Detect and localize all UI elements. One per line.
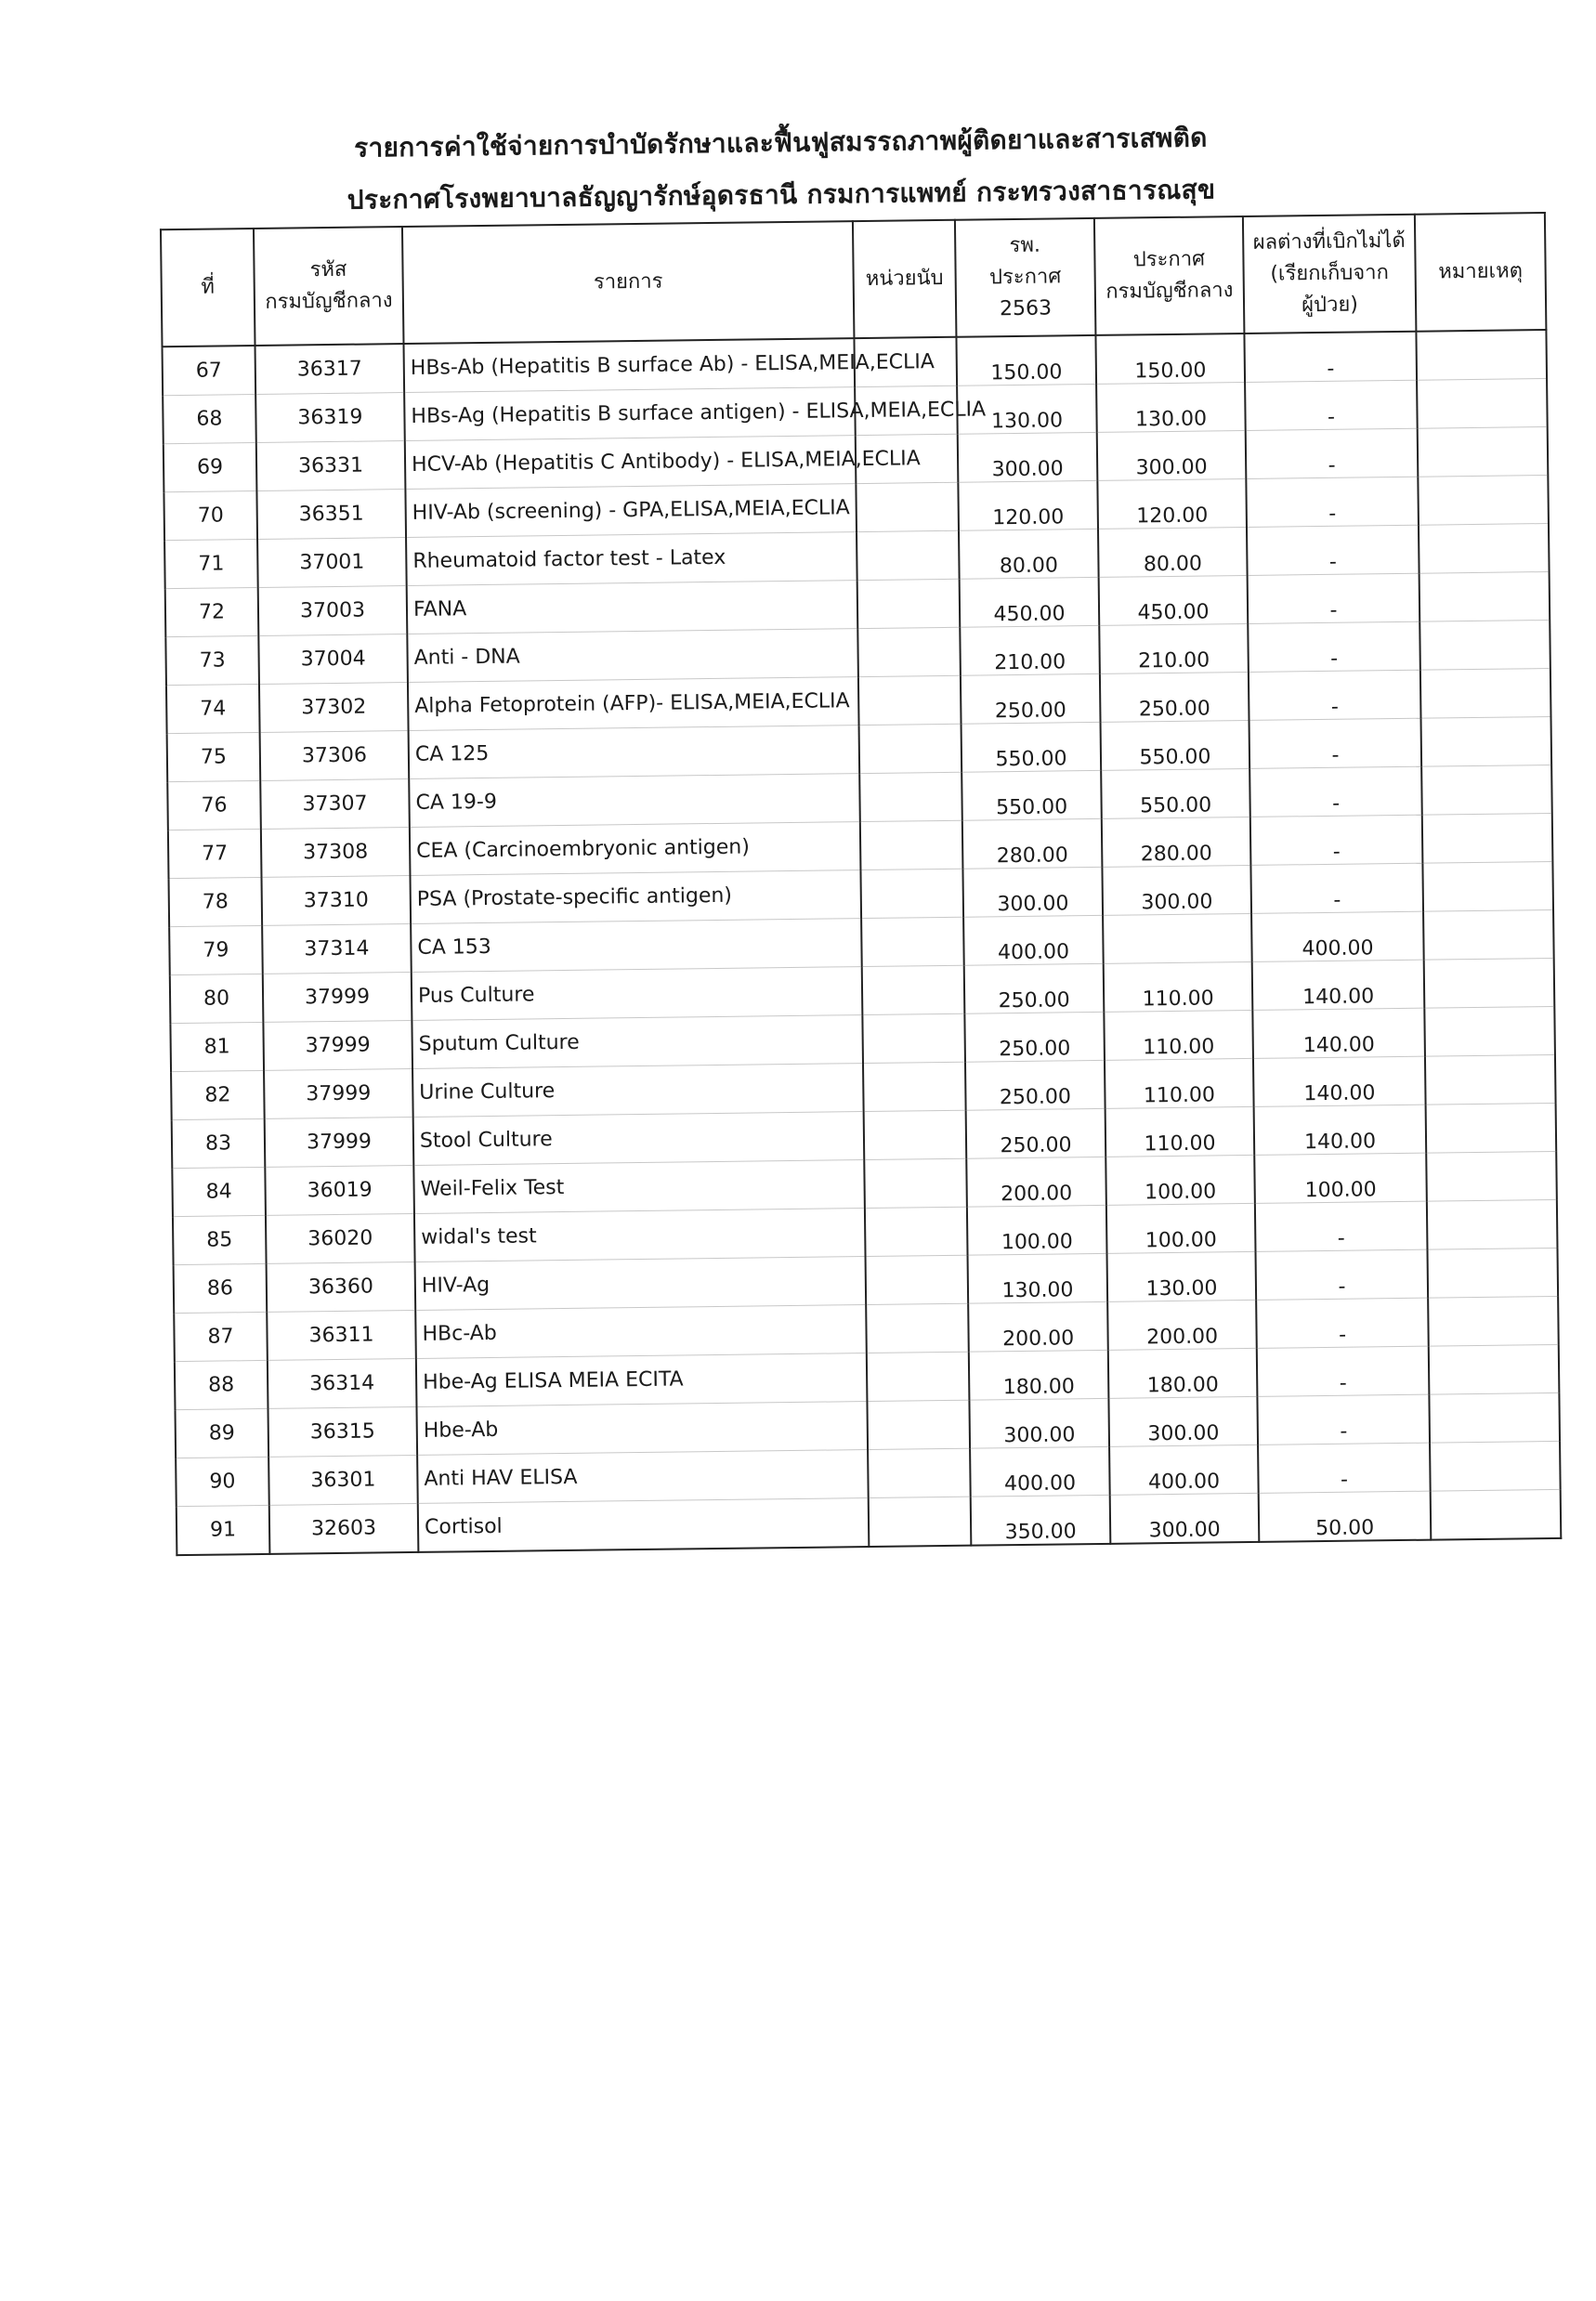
cell-difference: - <box>1249 718 1422 768</box>
cell-code: 36315 <box>268 1406 417 1457</box>
cell-code: 36020 <box>266 1213 415 1263</box>
cell-hospital-price: 350.00 <box>971 1495 1111 1545</box>
cell-note <box>1422 813 1553 863</box>
cell-item: PSA (Prostate-specific antigen) <box>410 870 861 924</box>
cell-no: 74 <box>166 684 260 733</box>
cell-no: 70 <box>164 490 257 540</box>
header-difference: ผลต่างที่เบิกไม่ได้ (เรียกเก็บจาก ผู้ป่วย) <box>1243 215 1417 333</box>
cell-code: 36319 <box>255 393 405 443</box>
cell-difference: - <box>1256 1298 1429 1348</box>
cell-no: 68 <box>163 394 256 443</box>
cell-note <box>1425 1054 1556 1105</box>
header-note: หมายเหตุ <box>1415 213 1547 332</box>
cell-unit <box>857 627 961 676</box>
cell-difference: - <box>1250 815 1423 865</box>
cell-difference: - <box>1245 380 1418 430</box>
cell-code: 37999 <box>263 972 412 1022</box>
cell-note <box>1427 1248 1558 1298</box>
cell-difference: 400.00 <box>1251 911 1424 961</box>
cell-hospital-price: 280.00 <box>962 818 1103 869</box>
cell-item: Hbe-Ab <box>416 1402 868 1456</box>
cell-unit <box>857 579 961 628</box>
header-code: รหัส กรมบัญชีกลาง <box>254 227 404 346</box>
cell-note <box>1419 620 1550 670</box>
cell-cgd-price: 180.00 <box>1108 1348 1258 1398</box>
cell-cgd-price: 200.00 <box>1107 1300 1257 1350</box>
cell-cgd-price: 100.00 <box>1106 1203 1256 1253</box>
cell-difference: 50.00 <box>1259 1491 1432 1542</box>
cell-difference: - <box>1249 766 1422 817</box>
cell-hospital-price: 250.00 <box>965 1060 1105 1110</box>
cell-cgd-price: 400.00 <box>1109 1445 1259 1495</box>
cell-note <box>1419 571 1550 621</box>
cell-no: 87 <box>174 1312 268 1361</box>
cell-hospital-price: 130.00 <box>957 384 1097 434</box>
cell-code: 37308 <box>261 827 411 877</box>
document-title-line-1: รายการค่าใช้จ่ายการบำบัดรักษาและฟื้นฟูสมรรถภาพผู้ติดยาและสารเสพติด <box>353 122 1208 163</box>
cell-difference: 140.00 <box>1252 960 1425 1010</box>
cell-difference: - <box>1244 332 1417 383</box>
cell-no: 75 <box>167 732 261 781</box>
cell-difference: 140.00 <box>1254 1105 1427 1155</box>
cell-unit <box>866 1255 969 1304</box>
cell-item: CA 153 <box>411 919 862 973</box>
cell-cgd-price: 550.00 <box>1101 768 1250 818</box>
cell-cgd-price: 300.00 <box>1097 430 1247 480</box>
cell-difference: 100.00 <box>1254 1153 1427 1203</box>
cell-code: 36351 <box>256 490 406 540</box>
cell-no: 82 <box>171 1070 265 1119</box>
cell-unit <box>864 1158 967 1208</box>
cell-item: Alpha Fetoprotein (AFP)- ELISA,MEIA,ECLIA <box>408 677 859 731</box>
cell-hospital-price: 120.00 <box>958 480 1098 530</box>
cell-cgd-price: 80.00 <box>1098 527 1248 577</box>
cell-hospital-price: 200.00 <box>968 1301 1108 1352</box>
cell-note <box>1417 379 1548 429</box>
cell-unit <box>865 1207 968 1256</box>
cell-no: 81 <box>170 1022 264 1071</box>
cell-note <box>1427 1199 1558 1249</box>
cell-hospital-price: 400.00 <box>970 1446 1110 1497</box>
cell-cgd-price: 130.00 <box>1107 1251 1257 1301</box>
cell-hospital-price: 150.00 <box>956 335 1096 386</box>
cell-note <box>1426 1151 1557 1201</box>
cell-unit <box>863 1062 966 1111</box>
cell-hospital-price: 300.00 <box>962 867 1103 917</box>
cell-code: 37004 <box>258 634 408 685</box>
cell-difference: - <box>1249 670 1421 720</box>
cell-code: 37307 <box>260 779 410 830</box>
cell-code: 36331 <box>256 441 406 491</box>
cell-item: Rheumatoid factor test - Latex <box>406 532 857 586</box>
cell-code: 36311 <box>267 1310 416 1360</box>
cell-item: HCV-Ab (Hepatitis C Antibody) - ELISA,MEIA,ECLIA <box>405 436 857 490</box>
cell-code: 36360 <box>267 1262 416 1312</box>
cell-unit <box>864 1110 967 1159</box>
cell-note <box>1428 1296 1559 1346</box>
cell-no: 76 <box>167 780 261 830</box>
cell-hospital-price: 450.00 <box>960 577 1100 627</box>
cell-no: 85 <box>173 1215 267 1264</box>
cell-code: 37314 <box>262 923 412 974</box>
cell-cgd-price: 110.00 <box>1105 1058 1254 1108</box>
cell-item: Sputum Culture <box>412 1015 863 1069</box>
cell-code: 32603 <box>269 1503 419 1553</box>
price-table <box>160 212 1562 1556</box>
cell-item: Anti HAV ELISA <box>417 1450 869 1504</box>
cell-difference: - <box>1250 863 1423 913</box>
cell-note <box>1429 1392 1560 1443</box>
cell-cgd-price <box>1103 913 1252 963</box>
cell-unit <box>867 1352 970 1401</box>
cell-note <box>1418 427 1549 477</box>
cell-item: Stool Culture <box>413 1112 865 1166</box>
cell-cgd-price: 130.00 <box>1096 382 1246 432</box>
cell-note <box>1424 1006 1555 1056</box>
cell-unit <box>866 1303 969 1353</box>
cell-no: 88 <box>175 1360 268 1409</box>
cell-cgd-price: 450.00 <box>1099 575 1249 625</box>
cell-code: 37999 <box>264 1068 413 1118</box>
cell-item: HBs-Ab (Hepatitis B surface Ab) - ELISA,MEIA,ECLIA <box>403 338 855 392</box>
cell-code: 37003 <box>258 586 408 636</box>
cell-hospital-price: 550.00 <box>962 722 1102 772</box>
header-cgd-price: ประกาศ กรมบัญชีกลาง <box>1094 216 1245 335</box>
cell-no: 84 <box>172 1167 266 1216</box>
cell-note <box>1430 1441 1561 1491</box>
cell-note <box>1419 523 1550 573</box>
cell-difference: - <box>1247 525 1419 575</box>
cell-difference: - <box>1248 573 1420 623</box>
cell-difference: - <box>1246 428 1419 478</box>
cell-hospital-price: 250.00 <box>961 673 1101 724</box>
cell-item: widal's test <box>414 1209 866 1262</box>
cell-item: CEA (Carcinoembryonic antigen) <box>410 822 861 876</box>
cell-unit <box>862 1013 965 1063</box>
cell-note <box>1426 1103 1557 1153</box>
cell-code: 37306 <box>260 731 410 781</box>
cell-note <box>1416 330 1547 380</box>
header-unit: หน่วยนับ <box>853 220 957 338</box>
cell-no: 90 <box>176 1457 269 1506</box>
cell-unit <box>861 917 964 966</box>
cell-cgd-price: 110.00 <box>1104 1010 1253 1060</box>
cell-hospital-price: 210.00 <box>960 625 1100 675</box>
cell-difference: - <box>1257 1394 1430 1445</box>
cell-no: 67 <box>163 346 256 396</box>
cell-code: 37302 <box>259 683 409 733</box>
cell-no: 72 <box>165 587 259 636</box>
cell-cgd-price: 150.00 <box>1095 333 1245 384</box>
cell-item: Pus Culture <box>412 967 863 1021</box>
cell-no: 86 <box>174 1263 268 1313</box>
cell-code: 37999 <box>263 1020 412 1070</box>
cell-difference: - <box>1246 477 1419 527</box>
cell-item: HBc-Ab <box>415 1305 867 1359</box>
cell-hospital-price: 250.00 <box>966 1108 1106 1158</box>
cell-no: 69 <box>164 442 257 491</box>
cell-no: 89 <box>175 1408 268 1458</box>
cell-unit <box>859 724 962 773</box>
cell-item: Hbe-Ag ELISA MEIA ECITA <box>416 1353 868 1407</box>
cell-item: HIV-Ab (screening) - GPA,ELISA,MEIA,ECLIA <box>405 484 857 538</box>
cell-no: 80 <box>170 974 264 1023</box>
cell-difference: - <box>1256 1249 1429 1300</box>
cell-cgd-price: 110.00 <box>1104 961 1253 1012</box>
cell-code: 36314 <box>268 1358 417 1408</box>
cell-note <box>1429 1344 1560 1394</box>
cell-note <box>1421 765 1552 815</box>
cell-hospital-price: 300.00 <box>969 1398 1109 1448</box>
cell-cgd-price: 300.00 <box>1102 865 1251 915</box>
cell-difference: - <box>1248 621 1420 672</box>
cell-hospital-price: 300.00 <box>958 432 1098 482</box>
cell-hospital-price: 180.00 <box>969 1350 1109 1400</box>
document-title-line-2: ประกาศโรงพยาบาลธัญญารักษ์อุดรธานี กรมการแพทย์ กระทรวงสาธารณสุข <box>347 174 1216 216</box>
cell-difference: 140.00 <box>1253 1056 1426 1106</box>
cell-difference: - <box>1255 1201 1428 1251</box>
cell-note <box>1431 1489 1562 1539</box>
cell-item: HIV-Ag <box>415 1257 867 1311</box>
cell-unit <box>857 530 960 580</box>
cell-note <box>1423 909 1554 960</box>
cell-code: 37310 <box>262 875 412 925</box>
cell-unit <box>860 820 963 869</box>
cell-hospital-price: 400.00 <box>963 915 1104 965</box>
cell-no: 73 <box>165 635 259 685</box>
header-hospital-price: รพ. ประกาศ 2563 <box>955 218 1096 337</box>
cell-item: HBs-Ag (Hepatitis B surface antigen) - ELISA,MEIA,ECLIA <box>404 387 856 441</box>
cell-cgd-price: 300.00 <box>1108 1396 1258 1446</box>
cell-hospital-price: 130.00 <box>968 1253 1108 1303</box>
cell-cgd-price: 110.00 <box>1105 1106 1255 1157</box>
cell-code: 37999 <box>265 1117 414 1167</box>
header-no: ที่ <box>161 229 255 346</box>
cell-no: 79 <box>169 925 263 974</box>
cell-code: 37001 <box>257 538 407 588</box>
cell-code: 36301 <box>268 1455 418 1505</box>
cell-unit <box>869 1497 972 1547</box>
table-body <box>163 330 1562 1555</box>
cell-hospital-price: 250.00 <box>964 1012 1105 1062</box>
cell-unit <box>868 1448 971 1497</box>
cell-code: 36317 <box>255 344 405 394</box>
cell-cgd-price: 250.00 <box>1100 672 1249 722</box>
cell-item: FANA <box>407 581 858 634</box>
cell-item: CA 125 <box>409 726 860 779</box>
cell-no: 77 <box>168 829 262 878</box>
cell-unit <box>862 965 965 1014</box>
cell-unit <box>856 482 959 531</box>
cell-item: Weil-Felix Test <box>413 1160 865 1214</box>
cell-unit <box>867 1400 970 1449</box>
cell-cgd-price: 280.00 <box>1102 817 1251 867</box>
cell-unit <box>860 869 963 918</box>
cell-note <box>1422 861 1553 911</box>
cell-item: Anti - DNA <box>407 629 858 683</box>
cell-hospital-price: 550.00 <box>962 770 1102 820</box>
cell-note <box>1420 668 1551 718</box>
cell-no: 83 <box>172 1118 266 1168</box>
cell-cgd-price: 300.00 <box>1110 1493 1260 1543</box>
cell-cgd-price: 210.00 <box>1099 623 1249 673</box>
cell-unit <box>859 772 962 821</box>
cell-hospital-price: 200.00 <box>966 1157 1106 1207</box>
cell-no: 71 <box>164 539 258 588</box>
cell-item: CA 19-9 <box>409 774 860 828</box>
cell-note <box>1424 958 1555 1008</box>
cell-no: 91 <box>177 1505 270 1555</box>
cell-item: Cortisol <box>418 1498 870 1552</box>
header-item: รายการ <box>402 221 855 344</box>
cell-difference: - <box>1257 1346 1430 1396</box>
cell-difference: 140.00 <box>1252 1008 1425 1058</box>
cell-difference: - <box>1258 1443 1431 1493</box>
cell-cgd-price: 120.00 <box>1097 478 1247 529</box>
cell-hospital-price: 80.00 <box>959 529 1099 579</box>
cell-unit <box>858 675 962 725</box>
cell-hospital-price: 250.00 <box>964 963 1105 1013</box>
cell-cgd-price: 550.00 <box>1101 720 1250 770</box>
cell-cgd-price: 100.00 <box>1105 1155 1255 1205</box>
cell-item: Urine Culture <box>412 1064 864 1118</box>
cell-no: 78 <box>169 877 263 926</box>
cell-note <box>1418 475 1549 525</box>
cell-note <box>1421 716 1552 766</box>
cell-hospital-price: 100.00 <box>967 1205 1107 1255</box>
cell-code: 36019 <box>265 1165 414 1215</box>
table-header-row <box>161 213 1546 346</box>
